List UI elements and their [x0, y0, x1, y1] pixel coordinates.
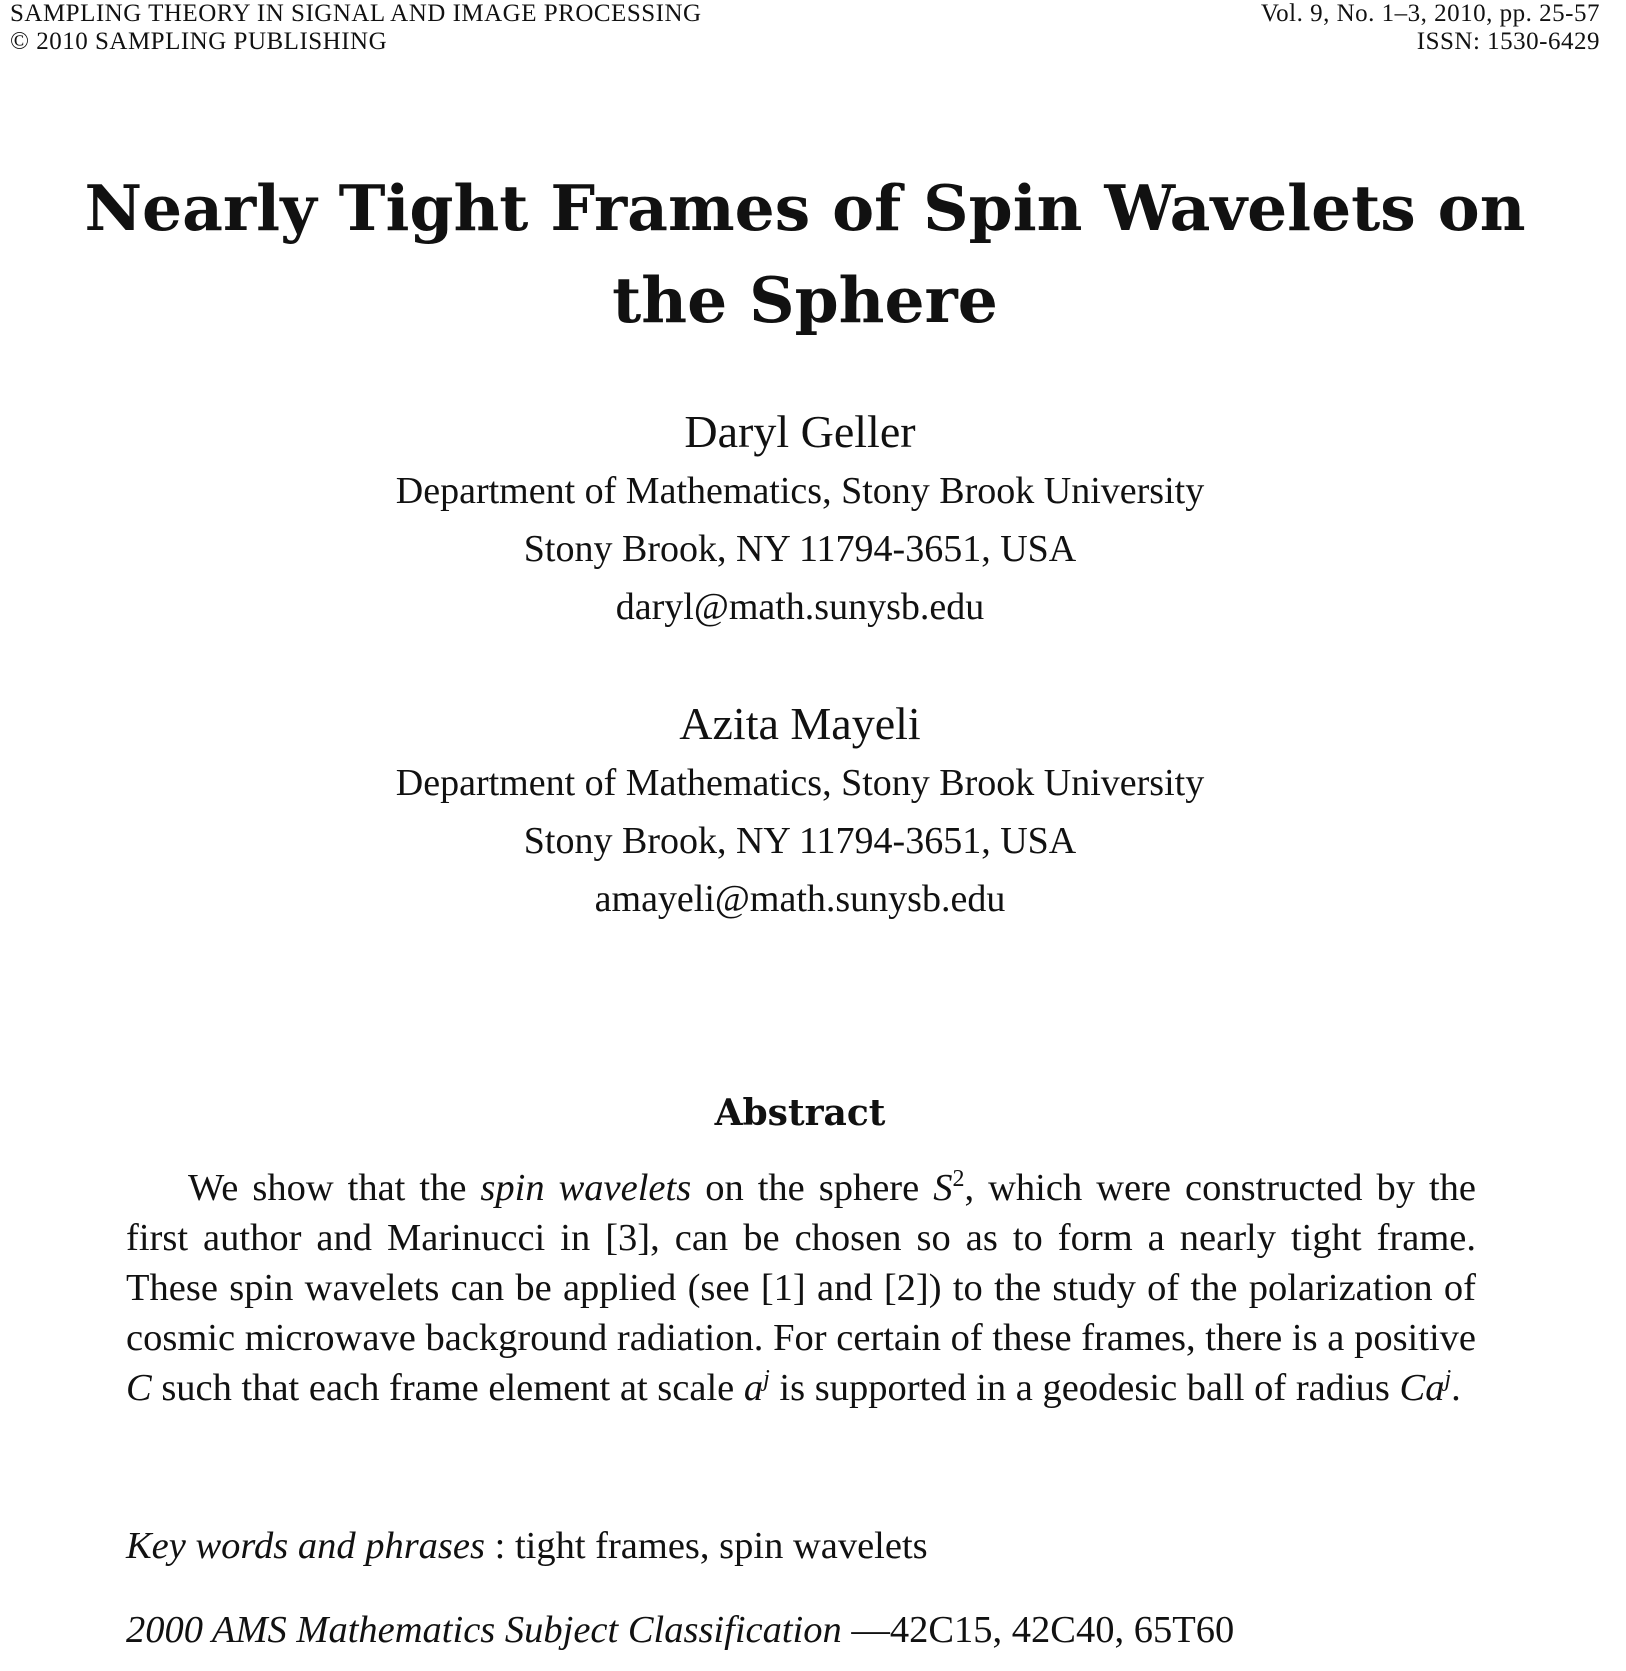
msc-line [126, 1607, 1234, 1653]
msc-label: 2000 AMS Mathematics Subject Classification [126, 1609, 842, 1651]
running-header-right [1261, 0, 1600, 56]
abstract-text: We show that the [188, 1167, 481, 1209]
author-name: Azita Mayeli [679, 698, 921, 749]
author-name: Daryl Geller [684, 406, 916, 457]
keywords-separator: : [484, 1525, 515, 1567]
math-symbol-a: a [743, 1367, 764, 1409]
copyright-line [10, 28, 702, 56]
author-department: Department of Mathematics, Stony Brook University [395, 470, 1205, 512]
author-email: amayeli@math.sunysb.edu [594, 878, 1006, 920]
abstract-text: is supported in a geodesic ball of radius [769, 1367, 1400, 1409]
paper-title [40, 162, 1570, 346]
author-address: Stony Brook, NY 11794-3651, USA [523, 528, 1077, 570]
math-symbol-ca: Ca [1399, 1367, 1445, 1409]
math-exponent: j [763, 1366, 770, 1393]
author-email: daryl@math.sunysb.edu [615, 586, 985, 628]
publisher: 2010 SAMPLING PUBLISHING [36, 28, 388, 55]
keywords-label: Key words and phrases [126, 1525, 485, 1567]
journal-name: SAMPLING THEORY IN SIGNAL AND IMAGE PROCESSING [10, 0, 702, 27]
math-exponent: j [1444, 1366, 1452, 1393]
author-department: Department of Mathematics, Stony Brook University [395, 762, 1205, 804]
math-symbol-s: S [933, 1167, 953, 1209]
running-header-left [10, 0, 702, 56]
math-exponent: 2 [952, 1166, 965, 1193]
abstract-text: . [1451, 1367, 1461, 1409]
msc-separator: — [841, 1609, 890, 1651]
abstract-body [126, 1163, 1476, 1413]
author-block [0, 694, 1600, 928]
author-address: Stony Brook, NY 11794-3651, USA [523, 820, 1077, 862]
abstract-heading: Abstract [714, 1092, 886, 1134]
author-block [0, 402, 1600, 636]
keywords-value: tight frames, spin wavelets [514, 1525, 928, 1567]
volume-info: Vol. 9, No. 1–3, 2010, pp. 25-57 [1260, 0, 1600, 27]
abstract-text: such that each frame element at scale [151, 1367, 744, 1409]
abstract-emphasis: spin wavelets [480, 1167, 692, 1209]
copyright-icon: © [10, 28, 30, 55]
title-line-1: Nearly Tight Frames of Spin Wavelets on [84, 171, 1526, 245]
abstract-text: on the sphere [691, 1167, 934, 1209]
msc-value: 42C15, 42C40, 65T60 [889, 1609, 1235, 1651]
keywords-line [126, 1523, 928, 1569]
abstract-text: , which were constructed by the first author and Marinucci in [3], can be chosen so as to form a nearly tight frame. These spin wavelets can be applied (see [1] and [2]) to the study of the polarization of cosmic microwave background radiation. For certain of these frames, there is a positive [126, 1167, 1477, 1359]
issn: ISSN: 1530-6429 [1416, 28, 1600, 55]
title-line-2: the Sphere [612, 263, 998, 337]
math-symbol-c: C [126, 1367, 152, 1409]
